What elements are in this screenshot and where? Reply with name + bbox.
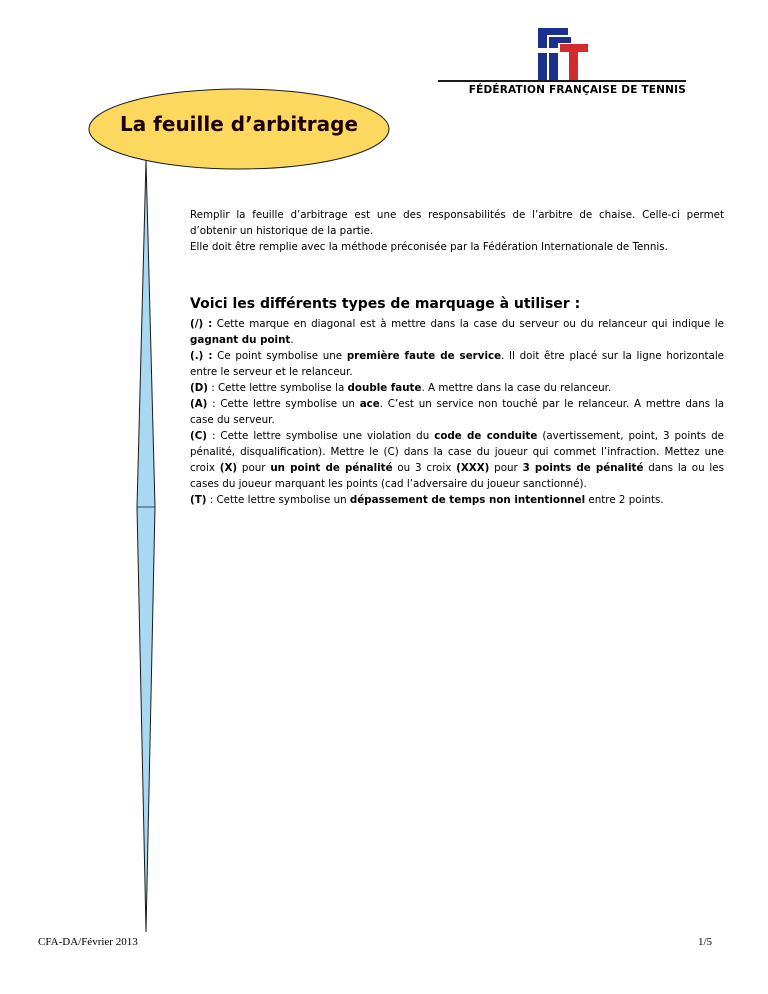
marker-dot: (.) : Ce point symbolise une première faute de service. Il doit être placé sur la ligne horizontale entre le serveur et le relanceur. [190,350,725,378]
page-number: 1/5 [698,936,713,948]
marker-a: (A) : Cette lettre symbolise un ace. C’est un service non touché par le relanceur. A mettre dans la case du serveur. [190,398,725,426]
footer-reference: CFA-DA/Février 2013 [38,936,138,948]
document-title: La feuille d’arbitrage [119,112,359,136]
marker-slash: (/) : Cette marque en diagonal est à mettre dans la case du serveur ou du relanceur qui indique le gagnant du point. [190,318,724,346]
marker-code: (/) : [190,318,213,330]
marker-code: (T) [190,494,207,506]
logo-rule [438,80,686,82]
intro-text [190,207,724,255]
marker-code: (.) : [190,350,213,362]
marker-d: (D) : Cette lettre symbolise la double faute. A mettre dans la case du relanceur. [190,382,612,394]
fft-logo [536,28,590,80]
marker-t: (T) : Cette lettre symbolise un dépassement de temps non intentionnel entre 2 points. [190,494,664,506]
section-heading: Voici les différents types de marquage à utiliser : [190,296,581,312]
marker-list [190,316,724,508]
marker-c: (C) : Cette lettre symbolise une violation du code de conduite (avertissement, point, 3 points de pénalité, disqualification). Mettre le (C) dans la case du joueur qui commet l’infraction. Mettez une croix (X) pour un point de pénalité ou 3 croix (XXX) pour 3 points de pénalité dans la ou les cases du joueur marquant les points (cad l’adversaire du joueur sanctionné). [190,430,724,490]
organization-name: FÉDÉRATION FRANÇAISE DE TENNIS [468,84,686,96]
marker-code: (C) [190,430,207,442]
intro-paragraph: Elle doit être remplie avec la méthode préconisée par la Fédération Internationale de Tennis. [190,241,668,253]
intro-paragraph: Remplir la feuille d’arbitrage est une des responsabilités de l’arbitre de chaise. Celle-ci permet d’obtenir un historique de la partie. [190,209,724,237]
marker-code: (D) [190,382,208,394]
marker-code: (A) [190,398,208,410]
